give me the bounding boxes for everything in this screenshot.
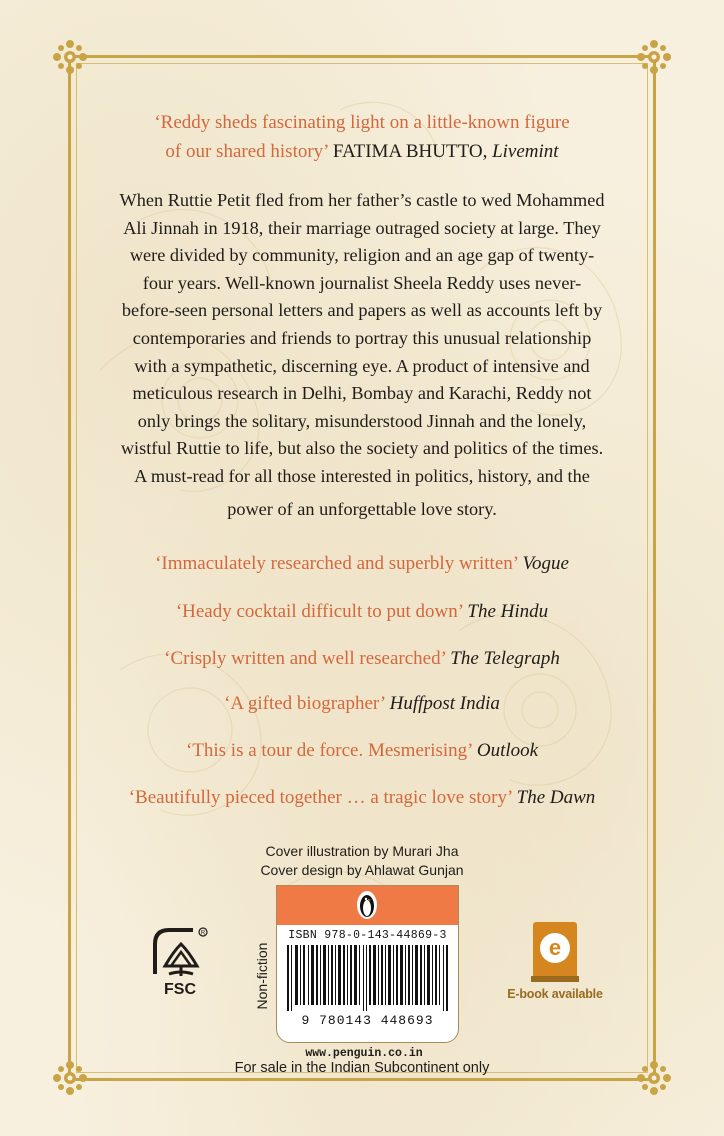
blurb-line: contemporaries and friends to portray this unusual relationship bbox=[132, 327, 592, 348]
book-blurb bbox=[100, 187, 624, 523]
isbn-text: ISBN 978-0-143-44869-3 bbox=[288, 929, 447, 942]
blurb-line: four years. Well-known journalist Sheela Reddy uses never- bbox=[142, 272, 582, 293]
fsc-logo-icon bbox=[145, 922, 215, 1002]
featured-quote-source: Livemint bbox=[492, 141, 559, 162]
barcode-bars bbox=[287, 945, 449, 1011]
featured-quote-line2 bbox=[100, 137, 624, 166]
review-text: ‘Heady cocktail difficult to put down’ bbox=[175, 601, 463, 622]
review-source: Outlook bbox=[476, 740, 539, 761]
barcode-digits: 9 780143 448693 bbox=[301, 1013, 434, 1028]
ebook-icon bbox=[505, 918, 605, 988]
featured-quote-line1: ‘Reddy sheds fascinating light on a little-known figure bbox=[154, 112, 570, 133]
review-source: The Telegraph bbox=[450, 648, 560, 669]
review-text: ‘Immaculately researched and superbly written’ bbox=[155, 553, 518, 574]
blurb-line: meticulous research in Delhi, Bombay and Karachi, Reddy not bbox=[132, 383, 592, 404]
blurb-line: only brings the solitary, misunderstood Jinnah and the lonely, bbox=[137, 410, 587, 431]
corner-ornament-icon bbox=[48, 1056, 92, 1100]
illustration-credit: Cover illustration by Murari Jha bbox=[265, 843, 459, 859]
publisher-website: www.penguin.co.in bbox=[305, 1047, 423, 1060]
ebook-badge bbox=[505, 918, 605, 1008]
review-text: ‘Beautifully pieced together … a tragic love story’ bbox=[128, 787, 512, 808]
corner-ornament-icon bbox=[632, 1056, 676, 1100]
design-credit: Cover design by Ahlawat Gunjan bbox=[260, 862, 464, 878]
review-source: Huffpost India bbox=[389, 693, 500, 714]
blurb-line: were divided by community, religion and an age gap of twenty- bbox=[129, 245, 595, 266]
review-quote bbox=[80, 739, 644, 763]
featured-quote-author: FATIMA BHUTTO, bbox=[332, 141, 488, 162]
barcode-block bbox=[276, 885, 459, 1043]
blurb-line: with a sympathetic, discerning eye. A product of intensive and bbox=[134, 355, 590, 376]
review-source: The Dawn bbox=[516, 787, 596, 808]
blurb-line: Ali Jinnah in 1918, their marriage outraged society at large. They bbox=[123, 217, 601, 238]
review-text: ‘This is a tour de force. Mesmerising’ bbox=[185, 740, 473, 761]
review-source: Vogue bbox=[522, 553, 569, 574]
review-quote bbox=[80, 552, 644, 576]
featured-quote-text: of our shared history’ bbox=[165, 141, 329, 162]
fsc-label: FSC bbox=[164, 981, 196, 998]
review-source: The Hindu bbox=[467, 601, 549, 622]
sale-territory-note: For sale in the Indian Subcontinent only bbox=[234, 1060, 490, 1076]
review-text: ‘A gifted biographer’ bbox=[224, 693, 385, 714]
blurb-line: power of an unforgettable love story. bbox=[227, 498, 497, 519]
featured-quote bbox=[100, 108, 624, 166]
category-label-wrap bbox=[250, 930, 276, 1030]
review-quote bbox=[80, 600, 644, 624]
review-text: ‘Crisply written and well researched’ bbox=[164, 648, 446, 669]
review-quote bbox=[80, 692, 644, 716]
blurb-line: before-seen personal letters and papers as well as accounts left by bbox=[121, 300, 603, 321]
corner-ornament-icon bbox=[632, 35, 676, 79]
corner-ornament-icon bbox=[48, 35, 92, 79]
ebook-label: E-book available bbox=[507, 987, 603, 1001]
cover-credits bbox=[200, 842, 524, 880]
blurb-line: A must-read for all those interested in politics, history, and the bbox=[134, 465, 590, 486]
blurb-line: When Ruttie Petit fled from her father’s castle to wed Mohammed bbox=[119, 190, 605, 210]
review-quote bbox=[80, 647, 644, 671]
blurb-line: wistful Ruttie to life, but also the society and politics of the times. bbox=[120, 438, 604, 459]
ebook-letter: e bbox=[548, 935, 562, 960]
penguin-logo-icon bbox=[356, 890, 378, 920]
svg-text:R: R bbox=[200, 930, 206, 937]
category-label: Non-fiction bbox=[254, 942, 270, 1010]
review-quote bbox=[80, 786, 644, 810]
